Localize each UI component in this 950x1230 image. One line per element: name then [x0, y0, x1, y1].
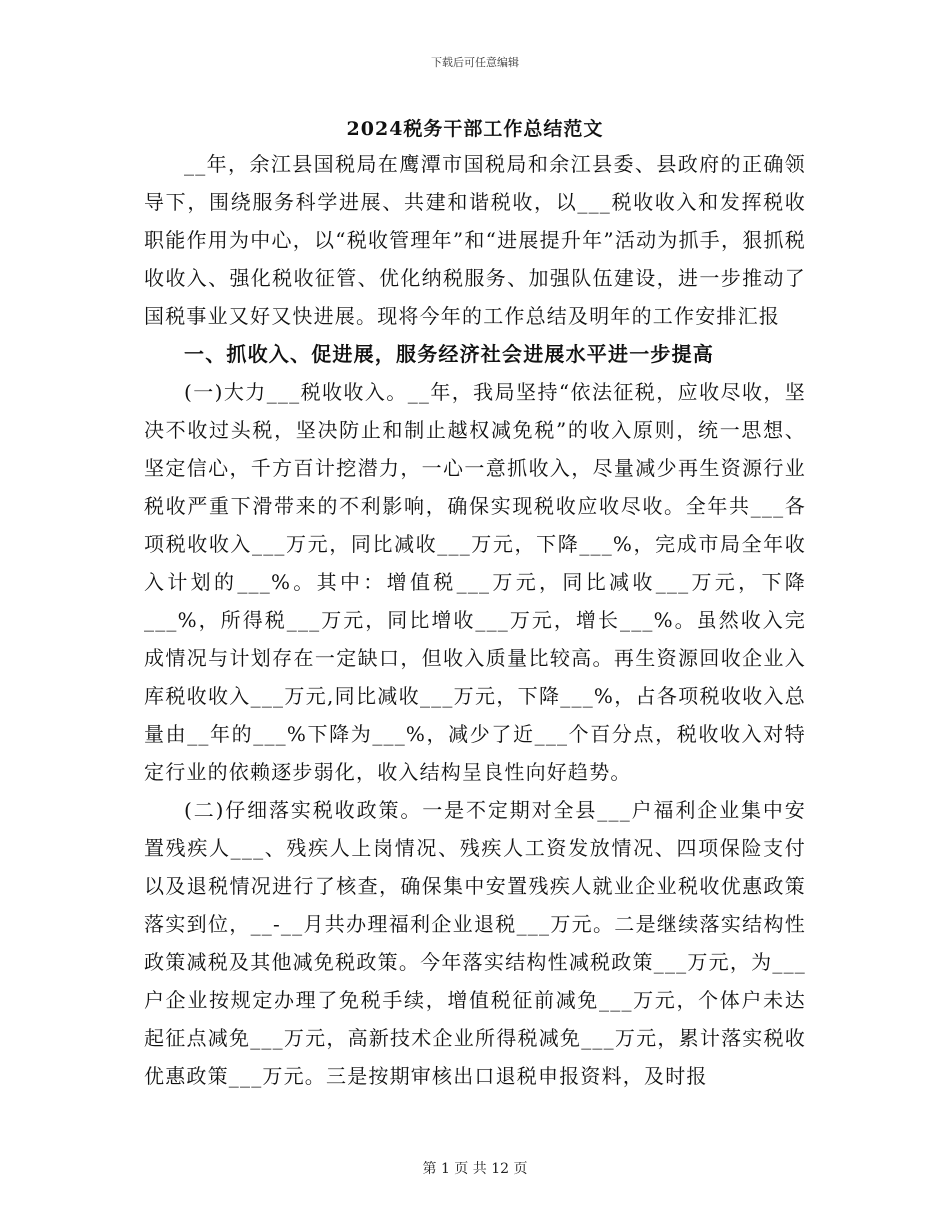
paragraph-intro: __年，余江县国税局在鹰潭市国税局和余江县委、县政府的正确领导下，围绕服务科学进展、共建和谐税收，以___税收收入和发挥税收职能作用为中心，以“税收管理年”和“进展提升年”活动为抓手，狠抓税收收入、强化税收征管、优化纳税服务、加强队伍建设，进一步推动了国税事业又好又快进展。现将今年的工作总结及明年的工作安排汇报: [144, 152, 806, 328]
document-body: [144, 145, 806, 1095]
paragraph-1: (一)大力___税收收入。__年，我局坚持“依法征税，应收尽收，坚决不收过头税，坚决防止和制止越权减免税”的收入原则，统一思想、坚定信心，千方百计挖潜力，一心一意抓收入，尽量减少再生资源行业税收严重下滑带来的不利影响，确保实现税收应收尽收。全年共___各项税收收入___万元，同比减收___万元，下降___%，完成市局全年收入计划的___%。其中：增值税___万元，同比减收___万元，下降___%，所得税___万元，同比增收___万元，增长___%。虽然收入完成情况与计划存在一定缺口，但收入质量比较高。再生资源回收企业入库税收收入___万元,同比减收___万元，下降___%，占各项税收收入总量由__年的___%下降为___%，减少了近___个百分点，税收收入对特定行业的依赖逐步弱化，收入结构呈良性向好趋势。: [144, 380, 806, 784]
section-heading-1: 一、抓收入、促进展，服务经济社会进展水平进一步提高: [184, 342, 714, 366]
page-number-footer: 第 1 页 共 12 页: [422, 1161, 528, 1177]
paragraph-2: (二)仔细落实税收政策。一是不定期对全县___户福利企业集中安置残疾人___、残疾人上岗情况、残疾人工资发放情况、四项保险支付以及退税情况进行了核查，确保集中安置残疾人就业企业税收优惠政策落实到位，__-__月共办理福利企业退税___万元。二是继续落实结构性政策减税及其他减免税政策。今年落实结构性减税政策___万元，为___户企业按规定办理了免税手续，增值税征前减免___万元，个体户未达起征点减免___万元，高新技术企业所得税减免___万元，累计落实税收优惠政策___万元。三是按期审核出口退税申报资料，及时报: [144, 798, 806, 1088]
document-title: 2024税务干部工作总结范文: [346, 118, 604, 140]
page-header-note: 下载后可任意编辑: [431, 56, 519, 69]
